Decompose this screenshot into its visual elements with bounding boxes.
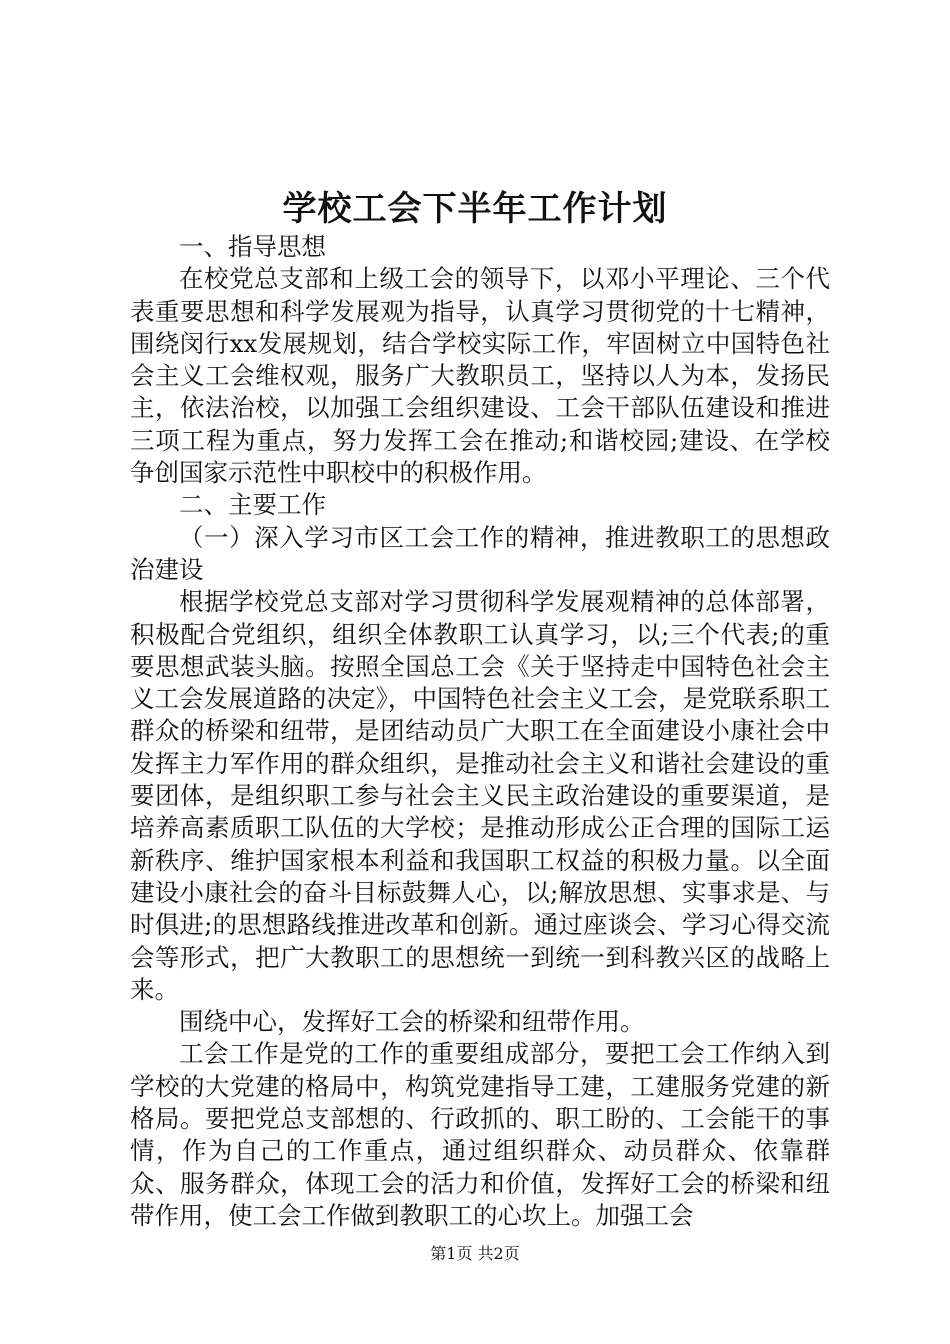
section-heading-guiding-ideology: 一、指导思想 (179, 232, 326, 261)
paragraph-guiding-ideology: 在校党总支部和上级工会的领导下，以邓小平理论、三个代表重要思想和科学发展观为指导，认真学习贯彻党的十七精神，围绕闵行xx发展规划，结合学校实际工作，牢固树立中国特色社会主义工会维权观，服务广大教职员工，坚持以人为本，发扬民主，依法治校，以加强工会组织建设、工会干部队伍建设和推进三项工程为重点，努力发挥工会在推动;和谐校园;建设、在学校争创国家示范性中职校中的积极作用。 (130, 264, 830, 488)
paragraph-study: 根据学校党总支部对学习贯彻科学发展观精神的总体部署，积极配合党组织，组织全体教职工认真学习，以;三个代表;的重要思想武装头脑。按照全国总工会《关于坚持走中国特色社会主义工会发展道路的决定》，中国特色社会主义工会，是党联系职工群众的桥梁和纽带，是团结动员广大职工在全面建设小康社会中发挥主力军作用的群众组织，是推动社会主义和谐社会建设的重要团体，是组织职工参与社会主义民主政治建设的重要渠道，是培养高素质职工队伍的大学校；是推动形成公正合理的国际工运新秩序、维护国家根本利益和我国职工权益的积极力量。以全面建设小康社会的奋斗目标鼓舞人心，以;解放思想、实事求是、与时俱进;的思想路线推进改革和创新。通过座谈会、学习心得交流会等形式，把广大教职工的思想统一到统一到科教兴区的战略上来。 (130, 587, 830, 1004)
section-heading-main-work: 二、主要工作 (179, 490, 326, 520)
page-footer: 第1页 共2页 (430, 1244, 520, 1263)
document-body (130, 231, 830, 1232)
subsection-heading-1: （一）深入学习市区工会工作的精神，推进教职工的思想政治建设 (130, 522, 830, 584)
paragraph-union-work: 工会工作是党的工作的重要组成部分，要把工会工作纳入到学校的大党建的格局中，构筑党建指导工建，工建服务党建的新格局。要把党总支部想的、行政抓的、职工盼的、工会能干的事情，作为自己的工作重点，通过组织群众、动员群众、依靠群众、服务群众，体现工会的活力和价值，发挥好工会的桥梁和纽带作用，使工会工作做到教职工的心坎上。加强工会 (130, 1039, 830, 1230)
paragraph-bridge-role: 围绕中心，发挥好工会的桥梁和纽带作用。 (179, 1007, 645, 1037)
document-title: 学校工会下半年工作计划 (282, 189, 668, 229)
